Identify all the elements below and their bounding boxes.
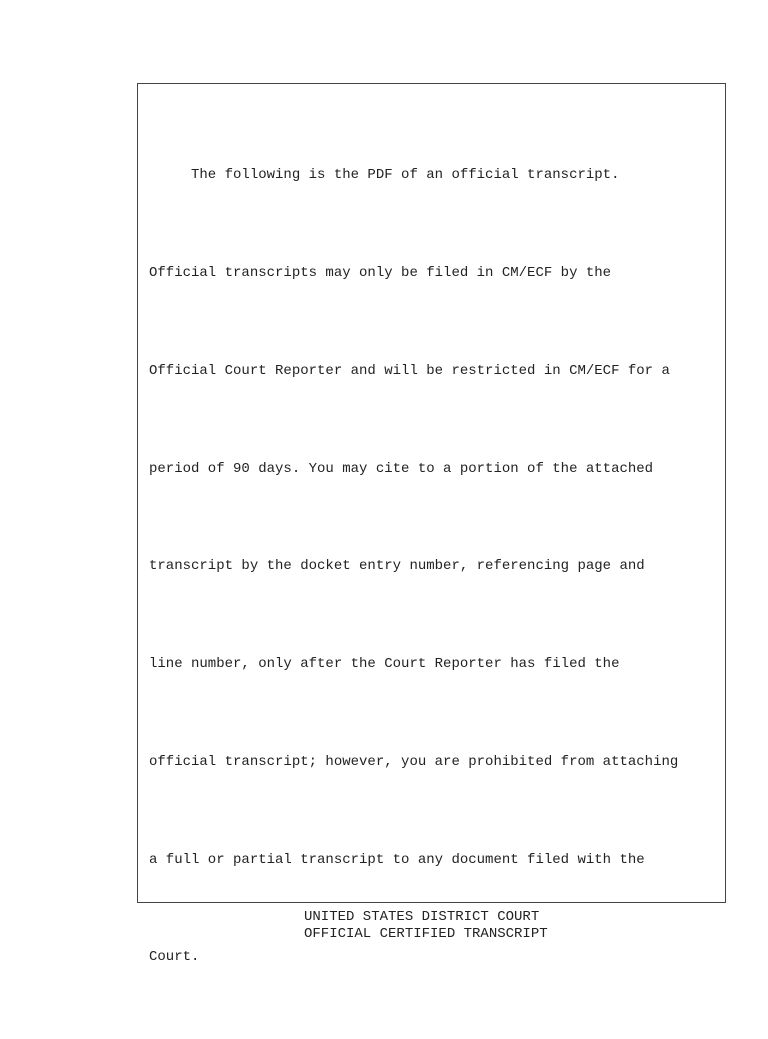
notice-line: a full or partial transcript to any document filed with the	[149, 851, 645, 868]
notice-line: transcript by the docket entry number, referencing page and	[149, 558, 645, 575]
notice-line: period of 90 days. You may cite to a portion of the attached	[149, 460, 654, 477]
footer-certification: OFFICIAL CERTIFIED TRANSCRIPT	[304, 926, 548, 942]
notice-line: Court.	[149, 949, 200, 966]
notice-line: The following is the PDF of an official transcript.	[149, 167, 620, 184]
notice-line: Official Court Reporter and will be restricted in CM/ECF for a	[149, 362, 670, 379]
notice-line: line number, only after the Court Reporter has filed the	[149, 656, 620, 673]
transcript-notice	[149, 94, 678, 1039]
notice-line: Official transcripts may only be filed in CM/ECF by the	[149, 264, 612, 281]
page-footer	[304, 909, 548, 943]
footer-court-name: UNITED STATES DISTRICT COURT	[304, 909, 540, 925]
notice-line: official transcript; however, you are prohibited from attaching	[149, 753, 679, 770]
